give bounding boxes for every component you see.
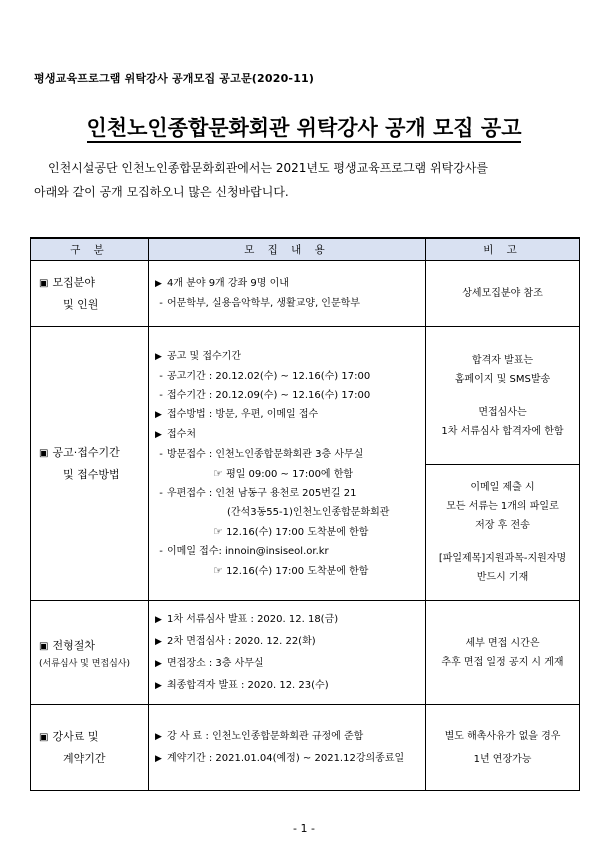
triangle-right-icon: ▶ [155, 409, 162, 420]
intro-line-2: 아래와 같이 공개 모집하오니 많은 신청바랍니다. [34, 185, 289, 199]
triangle-right-icon: ▶ [155, 731, 162, 742]
triangle-right-icon: ▶ [155, 753, 162, 764]
intro-paragraph [34, 156, 579, 204]
pointing-hand-icon: ☞ [213, 524, 223, 538]
row2-category: ▣ 공고·접수기간 및 접수방법 [31, 327, 149, 601]
square-box-icon: ▣ [39, 448, 49, 459]
triangle-right-icon: ▶ [155, 658, 162, 669]
header-category: 구 분 [31, 238, 149, 261]
triangle-right-icon: ▶ [155, 614, 162, 625]
document-title [0, 112, 608, 142]
table-header-row [31, 238, 580, 261]
row2-content: ▶ 공고 및 접수기간 - 공고기간 : 20.12.02(수) ~ 12.16(수) 17:00 - 접수기간 : 20.12.09(수) ~ 12.16(수) 17:00 ▶ 접수방법 : 방문, 우편, 이메일 접수 ▶ 접수처 - 방문접수 : 인천노인종합문화회관 3층 사무실 ☞ 평일 09:00 ~ 17:00에 한함 - 우편접수 : 인천 남동구 용천로 205번길 21 (간석3동55-1)인천노인종합문화회관 ☞ 12.16(수) 17:00 도착분에 한함 - 이메일 접수: innoin@insiseol.or.kr ☞ 12.16(수) 17:00 도착분에 한함 [149, 327, 426, 601]
header-remarks: 비 고 [426, 238, 580, 261]
row3-note: 세부 면접 시간은 추후 면접 일정 공지 시 게재 [426, 601, 580, 705]
triangle-right-icon: ▶ [155, 680, 162, 691]
row1-content: ▶ 4개 분야 9개 강좌 9명 이내 - 어문학부, 실용음악학부, 생활교양, 인문학부 [149, 261, 426, 327]
row2-note-a: 합격자 발표는 홈페이지 및 SMS발송 면접심사는 1차 서류심사 합격자에 한함 [426, 327, 580, 465]
table-row [31, 327, 580, 465]
page-number: - 1 - [293, 822, 315, 835]
pointing-hand-icon: ☞ [213, 466, 223, 480]
recruitment-table [30, 237, 580, 791]
row1-note: 상세모집분야 참조 [426, 261, 580, 327]
square-box-icon: ▣ [39, 732, 49, 743]
triangle-right-icon: ▶ [155, 279, 162, 289]
table-row [31, 601, 580, 705]
triangle-right-icon: ▶ [155, 636, 162, 647]
row3-category: ▣ 전형절차 (서류심사 및 면접심사) [31, 601, 149, 705]
table-row [31, 261, 580, 327]
triangle-right-icon: ▶ [155, 351, 162, 362]
square-box-icon: ▣ [39, 640, 49, 652]
row4-category: ▣ 강사료 및 계약기간 [31, 705, 149, 791]
square-box-icon: ▣ [39, 278, 49, 289]
row2-note-b: 이메일 제출 시 모든 서류는 1개의 파일로 저장 후 전송 [파일제목]지원과목-지원자명 반드시 기재 [426, 465, 580, 601]
row4-note: 별도 해촉사유가 없을 경우 1년 연장가능 [426, 705, 580, 791]
row3-content: ▶ 1차 서류심사 발표 : 2020. 12. 18(금) ▶ 2차 면접심사 : 2020. 12. 22(화) ▶ 면접장소 : 3층 사무실 ▶ 최종합격자 발표 : 2020. 12. 23(수) [149, 601, 426, 705]
pointing-hand-icon: ☞ [213, 563, 223, 577]
header-content: 모 집 내 용 [149, 238, 426, 261]
table-row [31, 705, 580, 791]
document-title-text: 인천노인종합문화회관 위탁강사 공개 모집 공고 [87, 116, 522, 143]
triangle-right-icon: ▶ [155, 429, 162, 440]
intro-line-1: 인천시설공단 인천노인종합문화회관에서는 2021년도 평생교육프로그램 위탁강사를 [48, 161, 488, 175]
row4-content: ▶ 강 사 료 : 인천노인종합문화회관 규정에 준함 ▶ 계약기간 : 2021.01.04(예정) ~ 2021.12강의종료일 [149, 705, 426, 791]
document-subtitle: 평생교육프로그램 위탁강사 공개모집 공고문(2020-11) [34, 72, 315, 85]
row1-category: ▣ 모집분야 및 인원 [31, 261, 149, 327]
